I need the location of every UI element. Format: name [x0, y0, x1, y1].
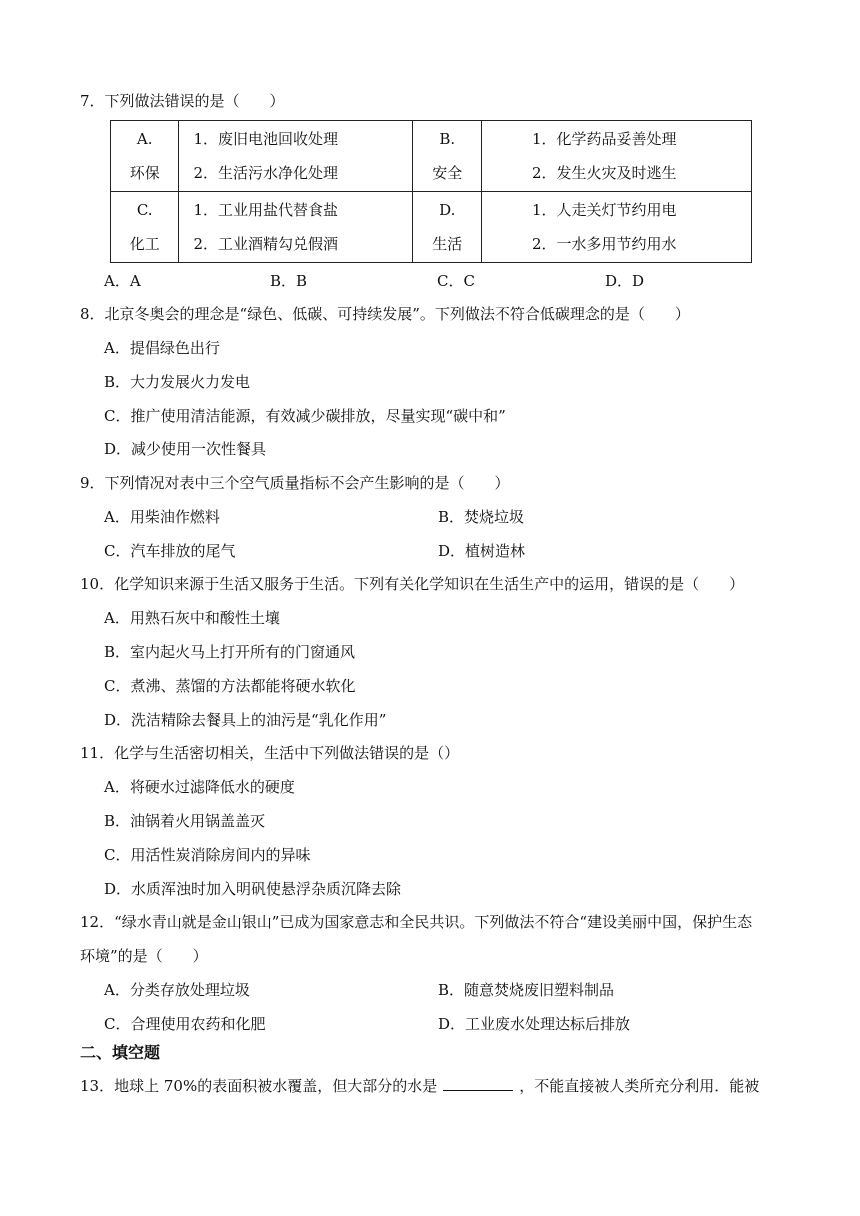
- question-9-option-b: B．焚烧垃圾: [438, 508, 525, 526]
- table-cell-category-c: [111, 192, 179, 263]
- answer-blank[interactable]: [443, 1076, 513, 1091]
- category-label: D.: [439, 201, 456, 219]
- question-12-option-b: B．随意焚烧废旧塑料制品: [438, 981, 615, 999]
- question-13-text-before: 13．地球上 70%的表面积被水覆盖，但大部分的水是: [80, 1077, 438, 1095]
- table-cell-category-b: [413, 121, 481, 192]
- table-row: [111, 121, 752, 192]
- table-cell-items-c: [179, 192, 413, 263]
- table-cell-items-d: [481, 192, 751, 263]
- question-7-stem: 7．下列做法错误的是（ ）: [80, 92, 285, 110]
- question-9-option-d: D．植树造林: [438, 542, 526, 560]
- question-8-option-d: D．减少使用一次性餐具: [104, 440, 267, 458]
- question-7-option-c: C．C: [437, 272, 475, 290]
- section-heading: 二、填空题: [80, 1043, 161, 1062]
- table-item: 2．发生火灾及时逃生: [531, 164, 677, 182]
- question-11-option-d: D．水质浑浊时加入明矾使悬浮杂质沉降去除: [104, 880, 402, 898]
- table-cell-items-a: [179, 121, 413, 192]
- table-item: 1．工业用盐代替食盐: [193, 201, 338, 219]
- question-12-option-c: C．合理使用农药和化肥: [104, 1015, 266, 1033]
- question-12-option-d: D．工业废水处理达标后排放: [438, 1015, 631, 1033]
- question-10-option-d: D．洗洁精除去餐具上的油污是“乳化作用”: [104, 711, 387, 729]
- question-10-option-c: C．煮沸、蒸馏的方法都能将硬水软化: [104, 677, 356, 695]
- question-12-stem-line-1: 12．“绿水青山就是金山银山”已成为国家意志和全民共识。下列做法不符合“建设美丽中国，保护生态: [80, 913, 753, 931]
- question-8-option-a: A．提倡绿色出行: [104, 339, 220, 357]
- category-label: B.: [439, 130, 456, 148]
- table-cell-items-b: [481, 121, 751, 192]
- table-item: 2．工业酒精勾兑假酒: [193, 235, 338, 253]
- question-11-option-c: C．用活性炭消除房间内的异味: [104, 846, 311, 864]
- question-7-table: [110, 120, 752, 263]
- question-11-stem: 11．化学与生活密切相关，生活中下列做法错误的是（）: [80, 744, 460, 762]
- table-item: 1．废旧电池回收处理: [193, 130, 338, 148]
- table-item: 1．化学药品妥善处理: [531, 130, 677, 148]
- category-label: C.: [136, 201, 153, 219]
- question-13-text-after: ，不能直接被人类所充分利用．能被: [519, 1077, 760, 1095]
- question-11-option-a: A．将硬水过滤降低水的硬度: [104, 778, 295, 796]
- question-7-option-a: A．A: [104, 272, 141, 290]
- table-item: 2．一水多用节约用水: [531, 235, 677, 253]
- question-10-stem: 10．化学知识来源于生活又服务于生活。下列有关化学知识在生活生产中的运用，错误的是（ ）: [80, 575, 745, 593]
- table-item: 2．生活污水净化处理: [193, 164, 338, 182]
- category-label: A.: [136, 130, 153, 148]
- table-cell-category-a: [111, 121, 179, 192]
- table-cell-category-d: [413, 192, 481, 263]
- question-10-option-b: B．室内起火马上打开所有的门窗通风: [104, 643, 356, 661]
- question-7-option-d: D．D: [605, 272, 645, 290]
- question-13-stem: [80, 1075, 759, 1097]
- question-9-option-c: C．汽车排放的尾气: [104, 542, 236, 560]
- question-11-option-b: B．油锅着火用锅盖盖灭: [104, 812, 266, 830]
- question-8-option-b: B．大力发展火力发电: [104, 373, 251, 391]
- question-12-option-a: A．分类存放处理垃圾: [104, 981, 250, 999]
- category-name: 安全: [432, 164, 463, 182]
- category-name: 生活: [432, 235, 463, 253]
- question-7-option-b: B．B: [270, 272, 308, 290]
- category-name: 化工: [129, 235, 160, 253]
- question-8-option-c: C．推广使用清洁能源，有效减少碳排放，尽量实现“碳中和”: [104, 407, 506, 425]
- question-8-stem: 8．北京冬奥会的理念是“绿色、低碳、可持续发展”。下列做法不符合低碳理念的是（ ）: [80, 305, 690, 323]
- question-10-option-a: A．用熟石灰中和酸性土壤: [104, 609, 280, 627]
- table-row: [111, 192, 752, 263]
- table-item: 1．人走关灯节约用电: [531, 201, 677, 219]
- category-name: 环保: [129, 164, 160, 182]
- question-9-stem: 9．下列情况对表中三个空气质量指标不会产生影响的是（ ）: [80, 474, 510, 492]
- question-12-stem-line-2: 环境”的是（ ）: [80, 947, 208, 965]
- question-9-option-a: A．用柴油作燃料: [104, 508, 220, 526]
